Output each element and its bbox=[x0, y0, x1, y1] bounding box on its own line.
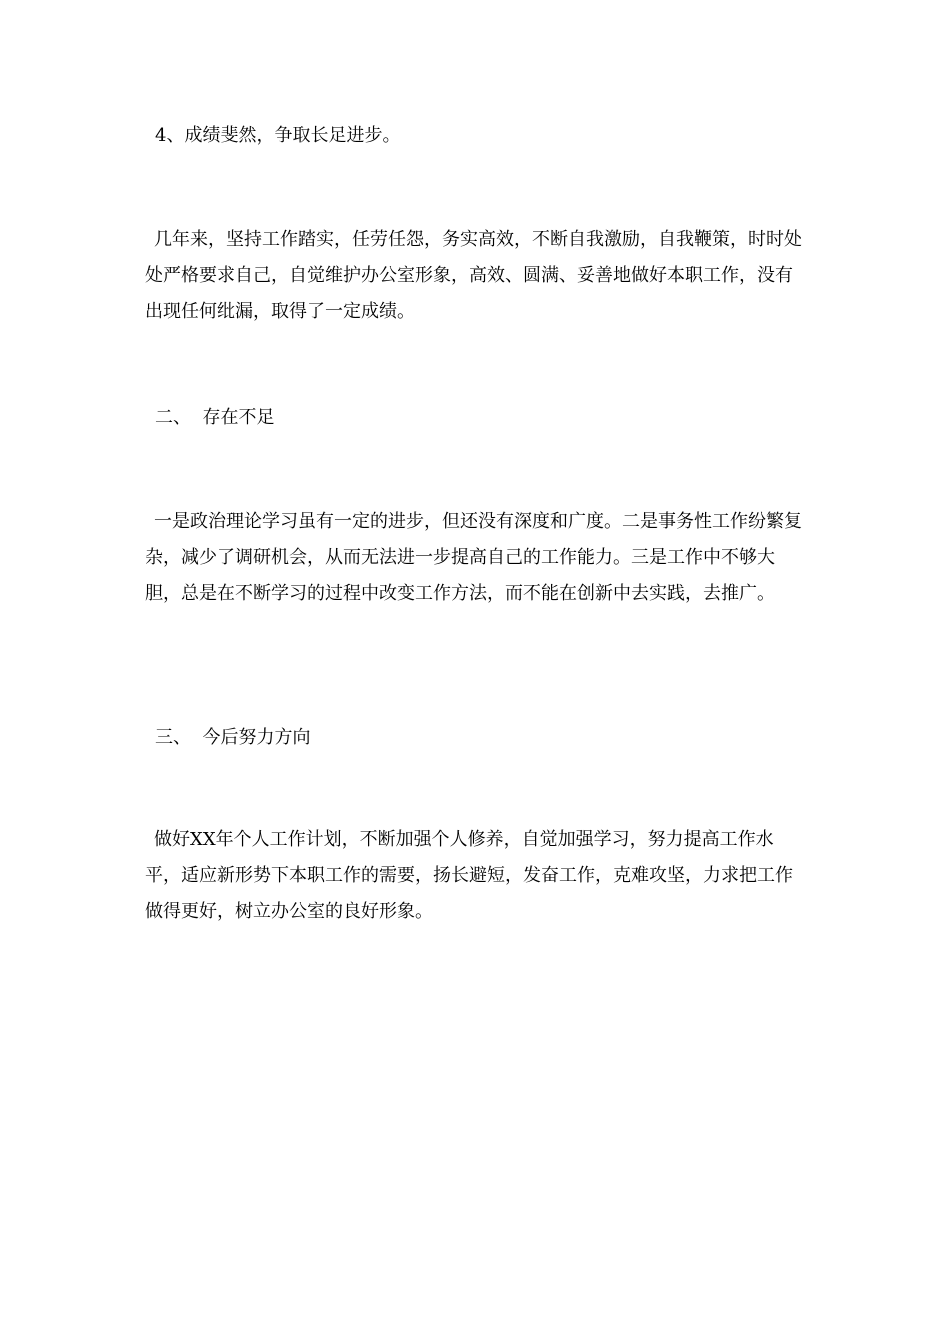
item-4-paragraph: 几年来，坚持工作踏实，任劳任怨，务实高效，不断自我激励，自我鞭策，时时处处严格要求自己，自觉维护办公室形象，高效、圆满、妥善地做好本职工作，没有出现任何纰漏，取得了一定成绩。 bbox=[145, 229, 802, 322]
section-2-paragraph: 一是政治理论学习虽有一定的进步，但还没有深度和广度。二是事务性工作纷繁复杂，减少了调研机会，从而无法进一步提高自己的工作能力。三是工作中不够大胆，总是在不断学习的过程中改变工作方法，而不能在创新中去实践，去推广。 bbox=[145, 511, 802, 604]
section-2-heading: 二、 存在不足 bbox=[155, 407, 275, 428]
section-3-heading: 三、 今后努力方向 bbox=[155, 727, 311, 748]
section-3-paragraph: 做好XX年个人工作计划，不断加强个人修养，自觉加强学习，努力提高工作水平，适应新形势下本职工作的需要，扬长避短，发奋工作，克难攻坚，力求把工作做得更好，树立办公室的良好形象。 bbox=[145, 829, 793, 922]
item-4-heading: 4、成绩斐然，争取长足进步。 bbox=[155, 125, 401, 146]
